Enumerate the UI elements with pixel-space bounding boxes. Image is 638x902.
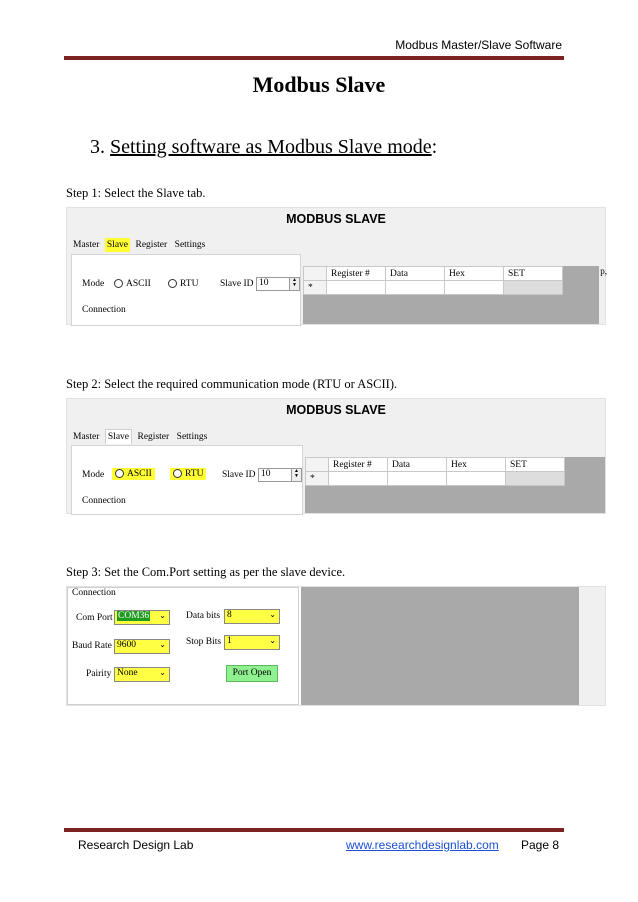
rtu-radio-icon	[168, 279, 177, 288]
slave-panel	[71, 254, 301, 326]
header-rule	[64, 56, 564, 60]
grid-new-row	[306, 472, 565, 486]
step-3-text: Step 3: Set the Com.Port setting as per the slave device.	[66, 565, 346, 579]
connection-title: Connection	[72, 588, 116, 598]
screenshot-step-1	[66, 207, 606, 325]
col-set: SET	[506, 458, 565, 472]
slave-id-stepper[interactable]: 10 ▲ ▼	[256, 277, 300, 291]
stepper-arrows-icon[interactable]: ▲ ▼	[289, 278, 299, 290]
footer-company: Research Design Lab	[78, 838, 194, 852]
running-header: Modbus Master/Slave Software	[395, 38, 562, 52]
mode-label: Mode	[82, 279, 105, 289]
com-port-label: Com Port	[76, 613, 113, 623]
pairity-label: Pairity	[86, 669, 112, 679]
grid-header-row	[306, 458, 565, 472]
col-data: Data	[388, 458, 447, 472]
slave-id-stepper[interactable]: 10 ▲ ▼	[258, 468, 302, 482]
col-set: SET	[504, 267, 563, 281]
baud-rate-label: Baud Rate	[72, 641, 112, 651]
chevron-down-icon: ⌄	[159, 611, 166, 620]
ascii-radio-icon	[114, 279, 123, 288]
step-1-text: Step 1: Select the Slave tab.	[66, 186, 206, 200]
stop-bits-label: Stop Bits	[186, 637, 222, 647]
mode-ascii-option[interactable]: ASCII	[114, 279, 151, 289]
section-heading	[90, 136, 437, 159]
data-bits-label: Data bits	[186, 611, 221, 621]
col-hex: Hex	[447, 458, 506, 472]
tab-slave[interactable]: Slave	[105, 429, 132, 444]
new-row-marker: *	[306, 472, 329, 486]
section-title: Setting software as Modbus Slave mode	[110, 136, 432, 158]
tab-bar	[71, 429, 210, 444]
register-grid	[303, 266, 599, 324]
screenshot-step-3	[66, 586, 606, 706]
tab-register[interactable]: Register	[137, 432, 170, 442]
ascii-radio-icon	[115, 469, 124, 478]
col-data: Data	[386, 267, 445, 281]
connection-label: Connection	[82, 305, 126, 315]
chevron-down-icon: ⌄	[159, 668, 166, 677]
grid-header-row	[304, 267, 563, 281]
rtu-radio-icon	[173, 469, 182, 478]
grid-new-row	[304, 281, 563, 295]
register-grid	[305, 457, 605, 513]
mode-rtu-option[interactable]: RTU	[170, 468, 206, 480]
stop-bits-select[interactable]: 1 ⌄	[224, 635, 280, 650]
footer-url-link[interactable]: www.researchdesignlab.com	[346, 838, 499, 852]
tab-master[interactable]: Master	[73, 432, 100, 442]
slave-id-label: Slave ID	[222, 470, 256, 480]
tab-bar	[71, 238, 208, 252]
register-grid-area	[301, 587, 579, 705]
connection-label: Connection	[82, 496, 126, 506]
pairity-select[interactable]: None ⌄	[114, 667, 170, 682]
baud-rate-select[interactable]: 9600 ⌄	[114, 639, 170, 654]
edge-glyph: p,	[600, 266, 607, 276]
data-bits-select[interactable]: 8 ⌄	[224, 609, 280, 624]
app-heading: MODBUS SLAVE	[286, 403, 386, 417]
tab-slave[interactable]: Slave	[106, 240, 128, 250]
chevron-down-icon: ⌄	[159, 640, 166, 649]
footer-url[interactable]	[346, 838, 499, 852]
app-heading: MODBUS SLAVE	[286, 212, 386, 226]
section-number: 3.	[90, 136, 105, 158]
com-port-select[interactable]: COM36 ⌄	[114, 610, 170, 625]
section-colon: :	[431, 136, 438, 158]
slave-panel	[71, 445, 303, 515]
col-register: Register #	[327, 267, 386, 281]
connection-panel	[67, 587, 299, 705]
col-register: Register #	[329, 458, 388, 472]
port-open-button[interactable]: Port Open	[226, 665, 278, 682]
tab-settings[interactable]: Settings	[174, 240, 206, 250]
tab-master[interactable]: Master	[73, 240, 100, 250]
slave-id-label: Slave ID	[220, 279, 254, 289]
screenshot-step-2	[66, 398, 606, 514]
chevron-down-icon: ⌄	[269, 636, 276, 645]
mode-ascii-option[interactable]: ASCII	[112, 468, 155, 480]
mode-rtu-option[interactable]: RTU	[168, 279, 198, 289]
tab-settings[interactable]: Settings	[176, 432, 208, 442]
stepper-arrows-icon[interactable]: ▲ ▼	[291, 469, 301, 481]
mode-label: Mode	[82, 470, 105, 480]
footer-page-number: Page 8	[521, 838, 560, 852]
footer-rule	[64, 828, 564, 832]
step-2-text: Step 2: Select the required communication mode (RTU or ASCII).	[66, 377, 398, 391]
col-hex: Hex	[445, 267, 504, 281]
page-title: Modbus Slave	[252, 72, 386, 97]
tab-register[interactable]: Register	[135, 240, 168, 250]
new-row-marker: *	[304, 281, 327, 295]
window-edge	[579, 587, 605, 705]
chevron-down-icon: ⌄	[269, 610, 276, 619]
